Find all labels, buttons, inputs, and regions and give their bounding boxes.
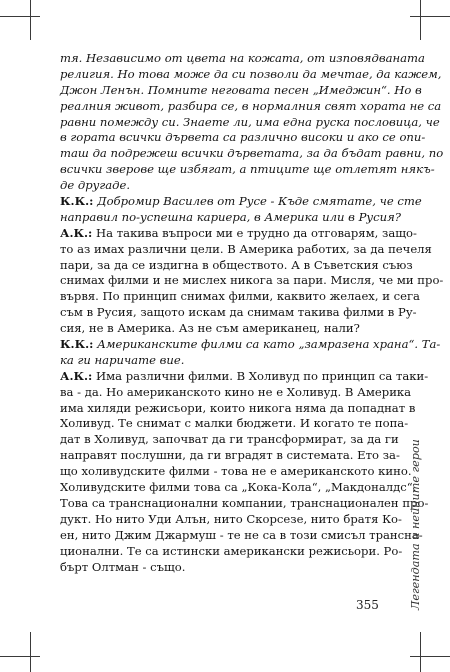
line-text: то аз имах различни цели. В Америка работих, за да печеля [60, 241, 432, 256]
speaker-label: К.К.: [60, 194, 94, 209]
text-line [60, 495, 429, 512]
text-line [60, 98, 442, 115]
crop-mark-top-left-v [30, 0, 31, 40]
text-line [60, 66, 442, 83]
text-line [60, 130, 426, 146]
speaker-label: К.К.: [60, 337, 94, 352]
text-line [60, 527, 423, 544]
line-text: тя. Независимо от цвета на кожата, от изповядваната [60, 51, 425, 65]
line-text: снимах филми и не мислех никога за пари. Мисля, че ми про- [60, 273, 444, 288]
crop-mark-top-left-h [0, 16, 40, 17]
text-line [60, 511, 402, 528]
line-text: Това са транснационални компании, транснационален про- [60, 495, 429, 510]
text-line [60, 560, 394, 576]
line-text: ен, нито Джим Джармуш - те не са в този смисъл трансна- [60, 527, 423, 542]
speaker-label: А.К.: [60, 368, 93, 383]
text-line [60, 273, 444, 289]
text-line [60, 400, 416, 417]
text-line [60, 178, 394, 194]
text-line [60, 114, 440, 131]
line-text: таш да подрежеш всички дърветата, за да бъдат равни, по [60, 146, 444, 161]
line-text: съм в Русия, защото искам да снимам такива филми в Ру- [60, 305, 417, 320]
line-text: що холивудските филми - това не е американското кино. [60, 464, 412, 479]
line-text: в гората всички дървета са различно високи и ако се опи- [60, 130, 426, 145]
text-line [60, 209, 401, 226]
crop-mark-bottom-left-v [30, 632, 31, 672]
line-text: равни помежду си. Знаете ли, има една руска пословица, че [60, 114, 440, 129]
text-line [60, 432, 399, 448]
line-text: пари, за да се издигна в обществото. А в Съветския съюз [60, 257, 413, 272]
line-text: сия, не в Америка. Аз не съм американец, нали? [60, 321, 360, 336]
text-line [60, 321, 394, 337]
text-line [60, 289, 420, 305]
text-line [60, 353, 394, 369]
line-text: Холивуд. Те снимат с малки бюджети. И когато те попа- [60, 416, 409, 431]
line-text: ва - да. Но американското кино не е Холивуд. В Америка [60, 384, 412, 399]
line-text: Джон Ленън. Помните неговата песен „Имеджин“. Но в [60, 82, 422, 97]
line-text: де другаде. [60, 178, 131, 193]
crop-mark-top-right-h [410, 16, 450, 17]
line-text: ка ги наричате вие. [60, 352, 185, 367]
line-text: бърт Олтман - също. [60, 559, 186, 574]
line-text: дукт. Но нито Уди Алън, нито Скорсезе, нито братя Ко- [60, 511, 402, 526]
text-line [60, 416, 409, 432]
text-line [60, 225, 417, 242]
line-text: На такива въпроси ми е трудно да отговарям, защо- [92, 225, 417, 240]
page-number: 355 [356, 598, 379, 612]
text-line [60, 464, 412, 480]
text-line [60, 480, 417, 496]
text-line [60, 384, 412, 401]
text-line [60, 82, 422, 99]
text-line [60, 543, 403, 560]
text-line [60, 194, 422, 210]
line-text: има хиляди режисьори, които никога няма да попаднат в [60, 400, 416, 415]
text-line [60, 368, 429, 385]
line-text: реалния живот, разбира се, в нормалния свят хората не са [60, 98, 442, 113]
line-text: ционални. Те са истински американски режисьори. Ро- [60, 543, 403, 558]
line-text: направил по-успешна кариера, в Америка или в Русия? [60, 209, 401, 224]
line-text: Американските филми са като „замразена храна“. Та- [93, 337, 441, 352]
line-text: направят послушни, да ги вградят в системата. Ето за- [60, 448, 400, 463]
line-text: Холивудските филми това са „Кока-Кола“, „Макдоналдс“. [60, 480, 417, 495]
speaker-label: А.К.: [60, 225, 93, 240]
text-line [60, 51, 425, 67]
line-text: вървя. По принцип снимах филми, каквито желаех, и сега [60, 289, 420, 304]
text-line [60, 162, 435, 178]
running-title: Легендата и нейните герои [409, 439, 422, 610]
text-line [60, 146, 444, 162]
text-line [60, 241, 432, 258]
text-line [60, 305, 417, 321]
crop-mark-bottom-right-h [410, 656, 450, 657]
line-text: Има различни филми. В Холивуд по принцип са таки- [92, 368, 429, 383]
crop-mark-bottom-left-h [0, 656, 40, 657]
text-line [60, 337, 441, 353]
line-text: религия. Но това може да си позволи да мечтае, да кажем, [60, 66, 442, 81]
line-text: Добромир Василев от Русе - Къде смятате, че сте [93, 194, 422, 209]
text-line [60, 257, 413, 274]
crop-mark-bottom-right-v [420, 632, 421, 672]
line-text: всички зверове ще избягат, а птиците ще отлетят някъ- [60, 162, 435, 177]
crop-mark-top-right-v [420, 0, 421, 40]
line-text: дат в Холивуд, започват да ги трансформират, за да ги [60, 432, 399, 447]
text-line [60, 448, 400, 464]
